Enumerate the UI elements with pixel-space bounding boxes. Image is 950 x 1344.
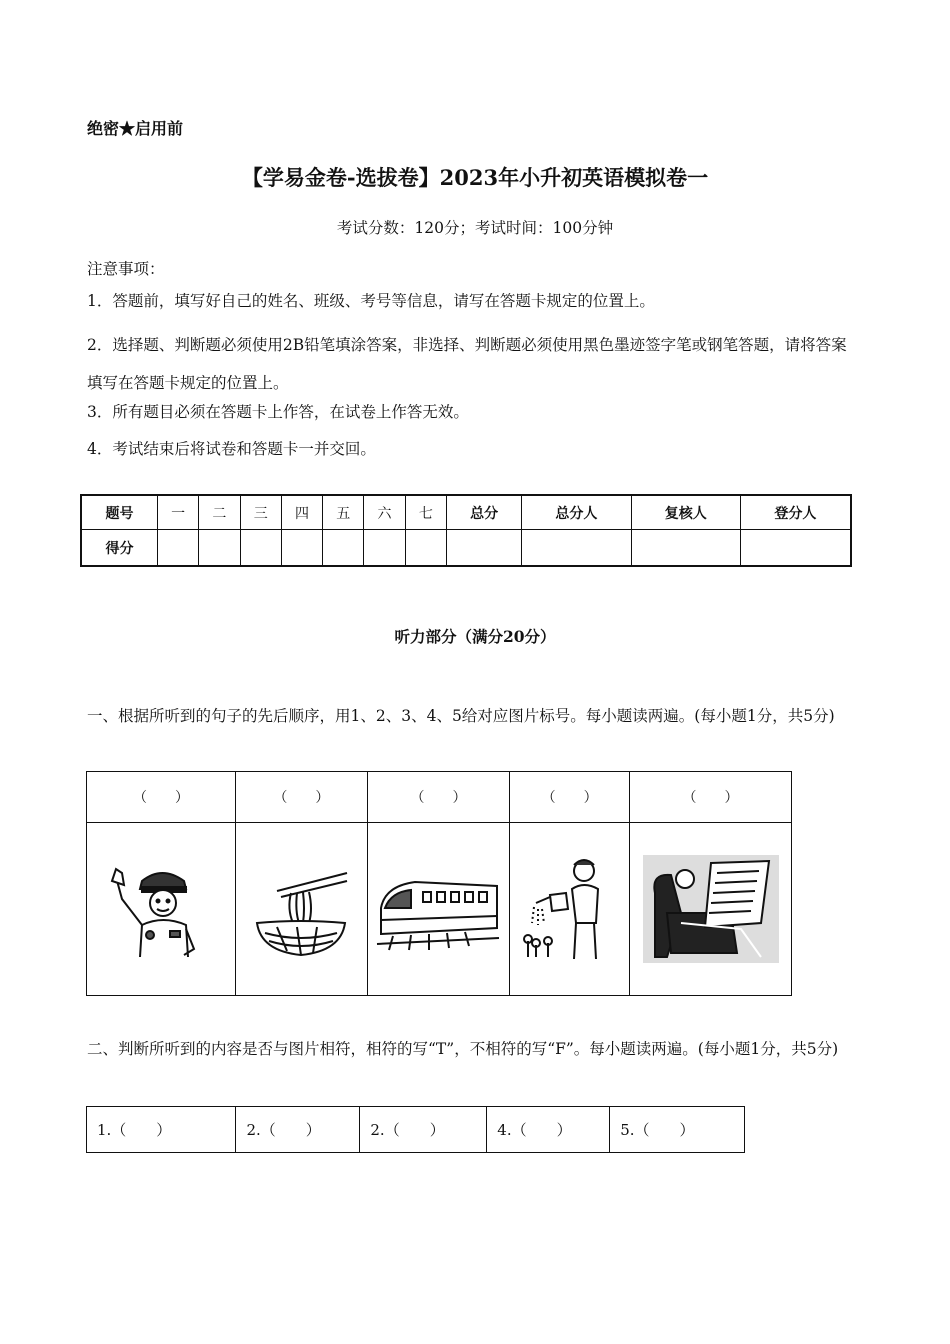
tf-answer-blank[interactable]: 1.（ ） [87,1107,236,1153]
listening-section-title: 听力部分（满分20分） [394,627,556,646]
score-header-cell: 五 [323,495,364,530]
score-cell[interactable] [281,530,322,567]
tf-answer-blank[interactable]: 4.（ ） [487,1107,610,1153]
note-item-4: 4．考试结束后将试卷和答题卡一并交回。 [87,440,376,458]
answer-blank[interactable]: （ ） [87,772,236,823]
page-title: 【学易金卷-选拔卷】2023年小升初英语模拟卷一 [241,165,709,190]
question-2-instruction: 二、判断所听到的内容是否与图片相符，相符的写“T”，不相符的写“F”。每小题读两遍。(每小题1分，共5分) [87,1040,839,1058]
question-1-instruction: 一、根据所听到的句子的先后顺序，用1、2、3、4、5给对应图片标号。每小题读两遍。(每小题1分，共5分) [87,707,835,725]
score-cell[interactable] [522,530,631,567]
watering-flowers-icon [522,853,618,965]
tf-answer-blank[interactable]: 5.（ ） [610,1107,745,1153]
picture-cell [630,823,792,996]
score-header-cell: 总分 [446,495,521,530]
score-table-header-row [81,495,851,530]
picture-cell [367,823,510,996]
score-header-cell: 一 [158,495,199,530]
picture-cell [510,823,630,996]
answer-blank[interactable]: （ ） [367,772,510,823]
score-cell[interactable] [446,530,521,567]
score-header-cell: 复核人 [631,495,740,530]
true-false-table [86,1106,745,1153]
train-icon [375,864,501,954]
blank-row [87,772,792,823]
notes-heading: 注意事项： [87,260,165,278]
exam-info: 考试分数：120分；考试时间：100分钟 [336,219,614,237]
police-officer-icon [102,859,220,959]
score-cell[interactable] [740,530,851,567]
score-header-cell: 七 [405,495,446,530]
score-cell[interactable] [199,530,240,567]
score-cell[interactable] [323,530,364,567]
picture-cell [235,823,367,996]
score-header-cell: 二 [199,495,240,530]
score-header-cell: 登分人 [740,495,851,530]
score-header-cell: 总分人 [522,495,631,530]
picture-cell [87,823,236,996]
score-row-label: 得分 [81,530,158,567]
score-cell[interactable] [240,530,281,567]
score-cell[interactable] [631,530,740,567]
answer-blank[interactable]: （ ） [510,772,630,823]
picture-row [87,823,792,996]
score-header-cell: 六 [364,495,405,530]
score-cell[interactable] [158,530,199,567]
score-cell[interactable] [405,530,446,567]
reading-newspaper-icon [641,853,781,965]
score-header-cell: 题号 [81,495,158,530]
confidential-label: 绝密★启用前 [87,119,184,138]
true-false-row [87,1107,745,1153]
noodles-icon [247,859,355,959]
note-item-2: 2．选择题、判断题必须使用2B铅笔填涂答案，非选择、判断题必须使用黑色墨迹签字笔或钢笔答题，请将答案填写在答题卡规定的位置上。 [87,336,847,392]
score-cell[interactable] [364,530,405,567]
score-table-score-row [81,530,851,567]
tf-answer-blank[interactable]: 2.（ ） [236,1107,360,1153]
note-item-1: 1．答题前，填写好自己的姓名、班级、考号等信息，请写在答题卡规定的位置上。 [87,292,655,310]
score-table [80,494,852,567]
score-header-cell: 四 [281,495,322,530]
answer-blank[interactable]: （ ） [630,772,792,823]
answer-blank[interactable]: （ ） [235,772,367,823]
note-item-3: 3．所有题目必须在答题卡上作答，在试卷上作答无效。 [87,403,469,421]
score-header-cell: 三 [240,495,281,530]
tf-answer-blank[interactable]: 2.（ ） [360,1107,487,1153]
picture-order-table [86,771,792,996]
